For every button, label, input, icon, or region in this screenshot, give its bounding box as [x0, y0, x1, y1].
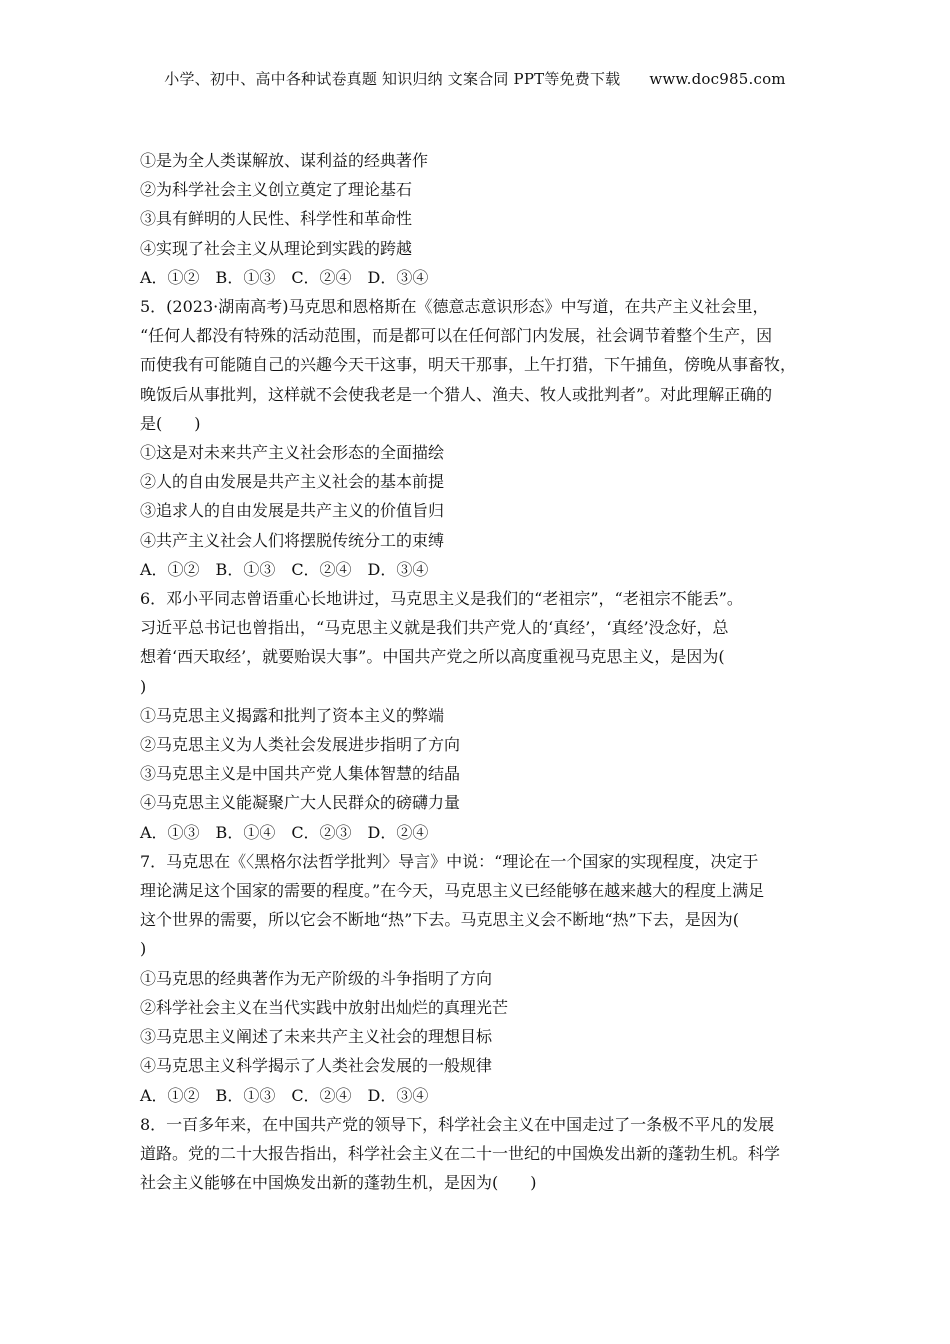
question-5-stem: 5．(2023·湖南高考)马克思和恩格斯在《德意志意识形态》中写道，在共产主义社会里， [140, 297, 769, 317]
text-line: 理论满足这个国家的需要的程度。”在今天，马克思主义已经能够在越来越大的程度上满足 [140, 881, 765, 901]
answer-options: A．①③ B．①④ C．②③ D．②④ [140, 822, 429, 842]
text-line: 习近平总书记也曾指出，“马克思主义就是我们共产党人的‘真经’，‘真经’没念好，总 [140, 618, 729, 638]
text-line: ③马克思主义是中国共产党人集体智慧的结晶 [140, 764, 461, 784]
text-line: 这个世界的需要，所以它会不断地“热”下去。马克思主义会不断地“热”下去，是因为( [140, 910, 739, 930]
text-line: ③追求人的自由发展是共产主义的价值旨归 [140, 501, 445, 521]
answer-options: A．①② B．①③ C．②④ D．③④ [140, 559, 429, 579]
text-line: ②马克思主义为人类社会发展进步指明了方向 [140, 735, 461, 755]
document-body [140, 146, 820, 1197]
text-line: 晚饭后从事批判，这样就不会使我老是一个猎人、渔夫、牧人或批判者”。对此理解正确的 [140, 384, 773, 404]
answer-options: A．①② B．①③ C．②④ D．③④ [140, 1085, 429, 1105]
text-line: 是( ) [140, 413, 201, 433]
answer-options: A．①② B．①③ C．②④ D．③④ [140, 267, 429, 287]
text-line: ①马克思的经典著作为无产阶级的斗争指明了方向 [140, 968, 493, 988]
text-line: 而使我有可能随自己的兴趣今天干这事，明天干那事，上午打猎，下午捕鱼，傍晚从事畜牧， [140, 355, 797, 375]
text-line: ④马克思主义科学揭示了人类社会发展的一般规律 [140, 1056, 493, 1076]
text-line: ②科学社会主义在当代实践中放射出灿烂的真理光芒 [140, 997, 509, 1017]
text-line: ②为科学社会主义创立奠定了理论基石 [140, 180, 413, 200]
question-8-stem: 8．一百多年来，在中国共产党的领导下，科学社会主义在中国走过了一条极不平凡的发展 [140, 1114, 775, 1134]
text-line: ④共产主义社会人们将摆脱传统分工的束缚 [140, 530, 445, 550]
text-line: 道路。党的二十大报告指出，科学社会主义在二十一世纪的中国焕发出新的蓬勃生机。科学 [140, 1143, 781, 1163]
text-line: ①是为全人类谋解放、谋利益的经典著作 [140, 151, 429, 170]
text-line: 社会主义能够在中国焕发出新的蓬勃生机，是因为( ) [140, 1173, 537, 1193]
text-line: ①马克思主义揭露和批判了资本主义的弊端 [140, 705, 445, 725]
page-header [0, 68, 950, 89]
text-line: 想着‘西天取经’，就要贻误大事”。中国共产党之所以高度重视马克思主义，是因为( [140, 647, 725, 667]
text-line: ③具有鲜明的人民性、科学性和革命性 [140, 209, 413, 229]
question-7-stem: 7．马克思在《〈黑格尔法哲学批判〉导言》中说：“理论在一个国家的实现程度，决定于 [140, 851, 759, 871]
text-line: ③马克思主义阐述了未来共产主义社会的理想目标 [140, 1027, 493, 1047]
text-line: ) [140, 676, 147, 696]
text-line: ①这是对未来共产主义社会形态的全面描绘 [140, 443, 445, 463]
text-line: ②人的自由发展是共产主义社会的基本前提 [140, 472, 445, 492]
text-line: “任何人都没有特殊的活动范围，而是都可以在任何部门内发展，社会调节着整个生产，因 [140, 326, 773, 346]
text-line: ) [140, 939, 147, 959]
header-text: 小学、初中、高中各种试卷真题 知识归纳 文案合同 PPT等免费下载 [164, 70, 621, 88]
question-6-stem: 6．邓小平同志曾语重心长地讲过，马克思主义是我们的“老祖宗”，“老祖宗不能丢”。 [140, 589, 743, 609]
header-site: www.doc985.com [649, 70, 786, 88]
text-line: ④马克思主义能凝聚广大人民群众的磅礴力量 [140, 793, 461, 813]
text-line: ④实现了社会主义从理论到实践的跨越 [140, 238, 413, 258]
